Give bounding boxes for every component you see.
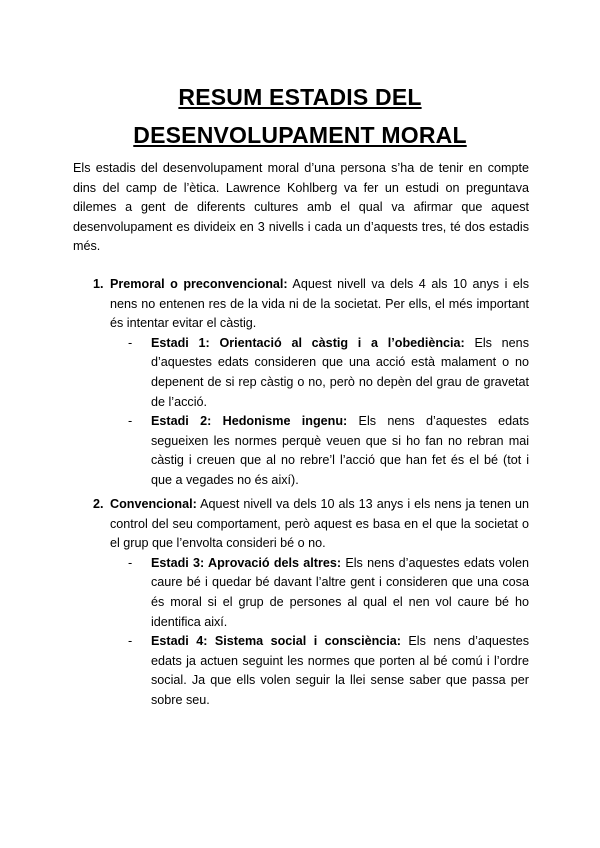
stage-title: Estadi 2: Hedonisme ingenu:	[151, 414, 348, 429]
stage-item-2	[128, 412, 529, 490]
stage-text: Els nens d’aquestes edats ja actuen seguint les normes que porten al bé comú i l’ordre social. Ja que ells volen seguir la llei sense saber que passa per sobre seu.	[151, 634, 529, 707]
level-text: Aquest nivell va dels 10 als 13 anys i els nens ja tenen un control del seu comportament, però aquest es basa en el que la societat o el grup que l’envolta consideri bé o no.	[110, 497, 529, 551]
level-text: Aquest nivell va dels 4 als 10 anys i els nens no entenen res de la vida ni de la societat. Per ells, el més important és intentar evitar el càstig.	[110, 277, 529, 331]
page-title	[0, 78, 600, 154]
level-body	[110, 275, 529, 334]
stage-title: Estadi 4: Sistema social i consciència:	[151, 634, 401, 649]
stage-text: Els nens d’aquestes edats volen caure bé i quedar bé davant l’altre gent i consideren que una cosa és moral si el grup de persones al qual el nen vol caure bé ho identifica així.	[151, 555, 529, 629]
level-item-1	[93, 275, 529, 491]
level-title: Convencional:	[110, 497, 197, 511]
level-item-2	[93, 495, 529, 711]
bullet-dash: -	[128, 335, 133, 350]
stage-title: Estadi 3: Aprovació dels altres:	[151, 555, 342, 570]
stage-text: Els nens d’aquestes edats consideren que una acció està malament o no depenent de si rep càstig o no, però no depèn del grau de gravetat de l’acció.	[151, 335, 529, 409]
intro-paragraph: Els estadis del desenvolupament moral d’una persona s’ha de tenir en compte dins del camp de l’ètica. Lawrence Kohlberg va fer un estudi on preguntava dilemes a gent de diferents cultures amb el qual va afirmar que aquest desenvolupament es divideix en 3 nivells i cada un d’aquests tres, té dos estadis més.	[73, 161, 529, 254]
level-body	[110, 495, 529, 554]
title-line-2: DESENVOLUPAMENT MORAL	[133, 122, 467, 148]
level-title: Premoral o preconvencional:	[110, 277, 288, 291]
stage-title: Estadi 1: Orientació al càstig i a l’obediència:	[151, 335, 465, 350]
bullet-dash: -	[128, 555, 133, 570]
bullet-dash: -	[128, 634, 133, 649]
level-number: 2.	[93, 497, 104, 511]
stage-item-1	[128, 334, 529, 412]
stage-item-4	[128, 632, 529, 710]
stage-item-3	[128, 554, 529, 632]
bullet-dash: -	[128, 414, 133, 429]
stage-text: Els nens d’aquestes edats segueixen les normes perquè veuen que si ho fan no rebran mai càstig i creuen que al no rebre’l l’acció que han fet és el bé (tot i que a vegades no és així).	[151, 414, 529, 487]
level-number: 1.	[93, 277, 104, 291]
title-line-1: RESUM ESTADIS DEL	[178, 84, 422, 110]
